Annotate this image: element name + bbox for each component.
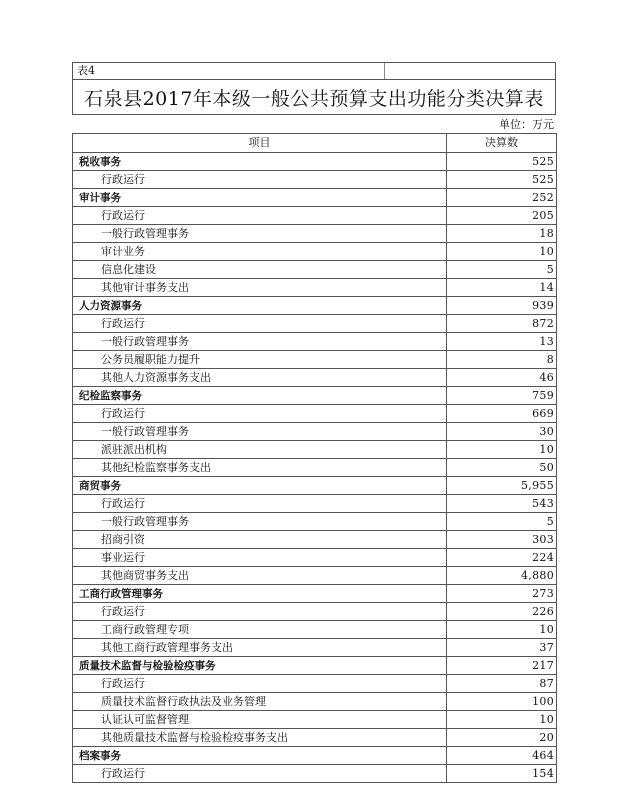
- row-amount: 50: [447, 459, 557, 477]
- item-row: [73, 729, 557, 747]
- row-amount: 100: [447, 693, 557, 711]
- row-amount: 525: [447, 153, 557, 171]
- item-row: [73, 171, 557, 189]
- item-row: [73, 549, 557, 567]
- item-row: [73, 567, 557, 585]
- row-name: 其他质量技术监督与检验检疫事务支出: [73, 729, 447, 747]
- item-row: [73, 207, 557, 225]
- table-tag-row: [72, 62, 556, 79]
- row-name: 行政运行: [73, 315, 447, 333]
- item-row: [73, 495, 557, 513]
- row-amount: 217: [447, 657, 557, 675]
- row-name: 其他商贸事务支出: [73, 567, 447, 585]
- row-amount: 872: [447, 315, 557, 333]
- report-title: 石泉县2017年本级一般公共预算支出功能分类决算表: [72, 79, 556, 115]
- row-amount: 10: [447, 711, 557, 729]
- column-header-item: 项目: [73, 134, 447, 153]
- row-amount: 13: [447, 333, 557, 351]
- row-amount: 939: [447, 297, 557, 315]
- table-tag-empty-cell: [385, 63, 555, 79]
- item-row: [73, 315, 557, 333]
- category-row: [73, 657, 557, 675]
- report-sheet: [72, 62, 556, 783]
- row-name: 行政运行: [73, 405, 447, 423]
- table-tag: 表4: [73, 63, 385, 79]
- item-row: [73, 261, 557, 279]
- row-name: 行政运行: [73, 207, 447, 225]
- row-name: 事业运行: [73, 549, 447, 567]
- item-row: [73, 279, 557, 297]
- row-name: 行政运行: [73, 675, 447, 693]
- row-amount: 20: [447, 729, 557, 747]
- column-header-amount: 决算数: [447, 134, 557, 153]
- item-row: [73, 513, 557, 531]
- row-name: 一般行政管理事务: [73, 225, 447, 243]
- item-row: [73, 405, 557, 423]
- row-amount: 205: [447, 207, 557, 225]
- row-amount: 5: [447, 513, 557, 531]
- row-amount: 226: [447, 603, 557, 621]
- row-name: 其他工商行政管理事务支出: [73, 639, 447, 657]
- expenditure-table: [72, 133, 557, 783]
- row-amount: 464: [447, 747, 557, 765]
- row-name: 商贸事务: [73, 477, 447, 495]
- row-amount: 154: [447, 765, 557, 783]
- row-name: 行政运行: [73, 765, 447, 783]
- row-amount: 759: [447, 387, 557, 405]
- row-name: 派驻派出机构: [73, 441, 447, 459]
- row-name: 工商行政管理专项: [73, 621, 447, 639]
- category-row: [73, 477, 557, 495]
- row-name: 一般行政管理事务: [73, 333, 447, 351]
- item-row: [73, 351, 557, 369]
- row-name: 认证认可监督管理: [73, 711, 447, 729]
- row-name: 质量技术监督与检验检疫事务: [73, 657, 447, 675]
- row-name: 其他审计事务支出: [73, 279, 447, 297]
- row-name: 公务员履职能力提升: [73, 351, 447, 369]
- row-name: 信息化建设: [73, 261, 447, 279]
- row-amount: 37: [447, 639, 557, 657]
- row-amount: 5,955: [447, 477, 557, 495]
- item-row: [73, 225, 557, 243]
- item-row: [73, 675, 557, 693]
- item-row: [73, 369, 557, 387]
- category-row: [73, 585, 557, 603]
- item-row: [73, 711, 557, 729]
- table-body: [73, 153, 557, 783]
- item-row: [73, 423, 557, 441]
- row-amount: 4,880: [447, 567, 557, 585]
- item-row: [73, 603, 557, 621]
- category-row: [73, 189, 557, 207]
- row-name: 纪检监察事务: [73, 387, 447, 405]
- row-name: 审计事务: [73, 189, 447, 207]
- row-amount: 525: [447, 171, 557, 189]
- row-name: 工商行政管理事务: [73, 585, 447, 603]
- row-name: 行政运行: [73, 495, 447, 513]
- row-amount: 14: [447, 279, 557, 297]
- item-row: [73, 693, 557, 711]
- row-name: 质量技术监督行政执法及业务管理: [73, 693, 447, 711]
- row-amount: 46: [447, 369, 557, 387]
- row-amount: 10: [447, 621, 557, 639]
- row-name: 行政运行: [73, 603, 447, 621]
- row-name: 其他人力资源事务支出: [73, 369, 447, 387]
- category-row: [73, 387, 557, 405]
- item-row: [73, 243, 557, 261]
- item-row: [73, 441, 557, 459]
- row-amount: 87: [447, 675, 557, 693]
- row-amount: 303: [447, 531, 557, 549]
- item-row: [73, 765, 557, 783]
- row-amount: 224: [447, 549, 557, 567]
- row-amount: 30: [447, 423, 557, 441]
- row-name: 一般行政管理事务: [73, 513, 447, 531]
- category-row: [73, 747, 557, 765]
- row-name: 行政运行: [73, 171, 447, 189]
- table-header-row: [73, 134, 557, 153]
- row-amount: 5: [447, 261, 557, 279]
- row-amount: 543: [447, 495, 557, 513]
- item-row: [73, 459, 557, 477]
- row-amount: 18: [447, 225, 557, 243]
- row-name: 税收事务: [73, 153, 447, 171]
- row-name: 招商引资: [73, 531, 447, 549]
- row-name: 一般行政管理事务: [73, 423, 447, 441]
- row-amount: 669: [447, 405, 557, 423]
- row-name: 审计业务: [73, 243, 447, 261]
- row-name: 档案事务: [73, 747, 447, 765]
- row-amount: 10: [447, 243, 557, 261]
- row-name: 人力资源事务: [73, 297, 447, 315]
- category-row: [73, 153, 557, 171]
- category-row: [73, 297, 557, 315]
- row-amount: 10: [447, 441, 557, 459]
- row-amount: 8: [447, 351, 557, 369]
- row-amount: 273: [447, 585, 557, 603]
- item-row: [73, 531, 557, 549]
- item-row: [73, 639, 557, 657]
- item-row: [73, 333, 557, 351]
- item-row: [73, 621, 557, 639]
- unit-label: 单位：万元: [499, 118, 554, 131]
- row-amount: 252: [447, 189, 557, 207]
- row-name: 其他纪检监察事务支出: [73, 459, 447, 477]
